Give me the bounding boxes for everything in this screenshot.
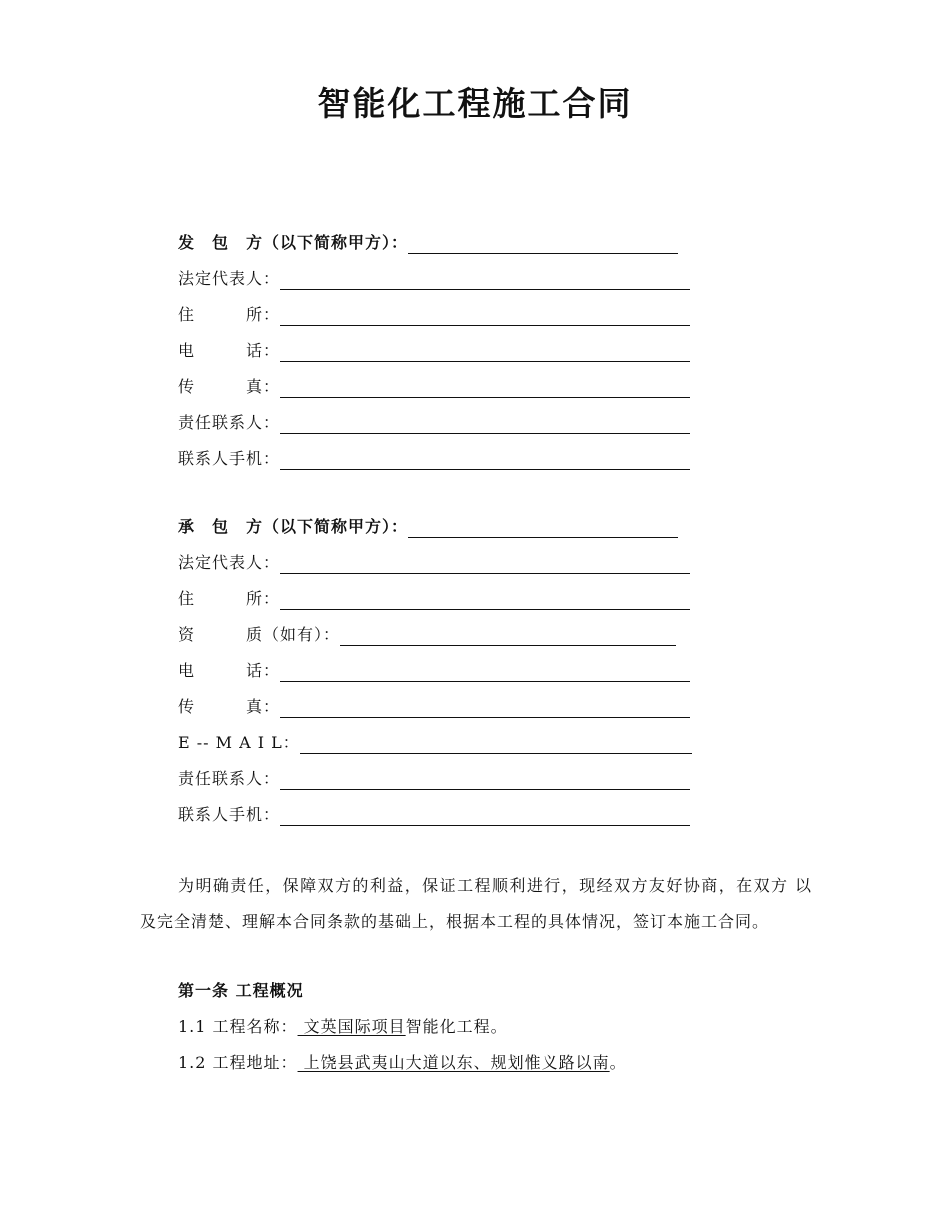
- party-a-field-label: 住 所：: [178, 305, 281, 324]
- party-b-heading: 承 包 方（以下简称甲方）：: [178, 517, 409, 536]
- page-title: 智能化工程施工合同: [317, 84, 633, 123]
- party-b-field-row: [178, 658, 690, 682]
- party-b-field-blank[interactable]: [300, 733, 692, 754]
- party-b-name-blank[interactable]: [408, 517, 678, 538]
- party-b-field-row: [178, 802, 690, 826]
- intro-paragraph: 为明确责任，保障双方的利益，保证工程顺利进行，现经双方友好协商，在双方 以及完全清楚、理解本合同条款的基础上，根据本工程的具体情况，签订本施工合同。: [140, 876, 812, 931]
- party-a-field-blank[interactable]: [280, 413, 690, 434]
- party-a-field-row: [178, 302, 690, 326]
- party-a-field-label: 传 真：: [178, 377, 281, 396]
- party-b-field-row: [178, 766, 690, 790]
- party-a-field-blank[interactable]: [280, 305, 690, 326]
- party-b-field-label: 资 质（如有）：: [178, 625, 341, 644]
- party-b-field-row: [178, 622, 676, 646]
- party-a-field-row: [178, 338, 690, 362]
- party-b-field-label: 住 所：: [178, 589, 281, 608]
- party-a-field-row: [178, 374, 690, 398]
- party-b-field-label: 电 话：: [178, 661, 281, 680]
- party-b-field-blank[interactable]: [280, 661, 690, 682]
- party-a-field-blank[interactable]: [280, 269, 690, 290]
- party-a-field-blank[interactable]: [280, 449, 690, 470]
- party-a-heading-row: [178, 230, 678, 254]
- project-address-value: 上饶县武夷山大道以东、规划惟义路以南: [297, 1053, 610, 1072]
- party-a-field-label: 电 话：: [178, 341, 281, 360]
- party-b-field-blank[interactable]: [280, 697, 690, 718]
- party-b-field-label: 联系人手机：: [178, 805, 281, 824]
- party-b-field-label: 法定代表人：: [178, 553, 281, 572]
- project-name-label: 1.1 工程名称：: [178, 1017, 298, 1036]
- project-name-suffix: 智能化工程。: [405, 1017, 508, 1036]
- party-a-field-label: 责任联系人：: [178, 413, 281, 432]
- party-b-field-blank[interactable]: [280, 553, 690, 574]
- party-b-heading-row: [178, 514, 678, 538]
- project-address-suffix: 。: [609, 1053, 627, 1072]
- party-b-field-blank[interactable]: [280, 769, 690, 790]
- party-a-field-label: 联系人手机：: [178, 449, 281, 468]
- party-b-field-blank[interactable]: [280, 805, 690, 826]
- party-b-field-row: [178, 730, 692, 754]
- party-a-name-blank[interactable]: [408, 233, 678, 254]
- party-a-field-row: [178, 410, 690, 434]
- party-b-field-row: [178, 550, 690, 574]
- party-a-field-row: [178, 266, 690, 290]
- party-a-heading: 发 包 方（以下简称甲方）：: [178, 233, 409, 252]
- project-address-line: [178, 1050, 627, 1076]
- project-name-value: 文英国际项目: [297, 1017, 406, 1036]
- party-b-field-row: [178, 694, 690, 718]
- article-1-heading: 第一条 工程概况: [178, 981, 304, 1000]
- party-b-field-label: E -- M A I L：: [178, 733, 300, 752]
- party-a-field-blank[interactable]: [280, 377, 690, 398]
- party-a-field-row: [178, 446, 690, 470]
- party-b-field-blank[interactable]: [340, 625, 676, 646]
- party-a-field-blank[interactable]: [280, 341, 690, 362]
- party-b-field-label: 责任联系人：: [178, 769, 281, 788]
- party-a-field-label: 法定代表人：: [178, 269, 281, 288]
- party-b-field-label: 传 真：: [178, 697, 281, 716]
- project-address-label: 1.2 工程地址：: [178, 1053, 298, 1072]
- party-b-field-row: [178, 586, 690, 610]
- party-b-field-blank[interactable]: [280, 589, 690, 610]
- project-name-line: [178, 1014, 508, 1040]
